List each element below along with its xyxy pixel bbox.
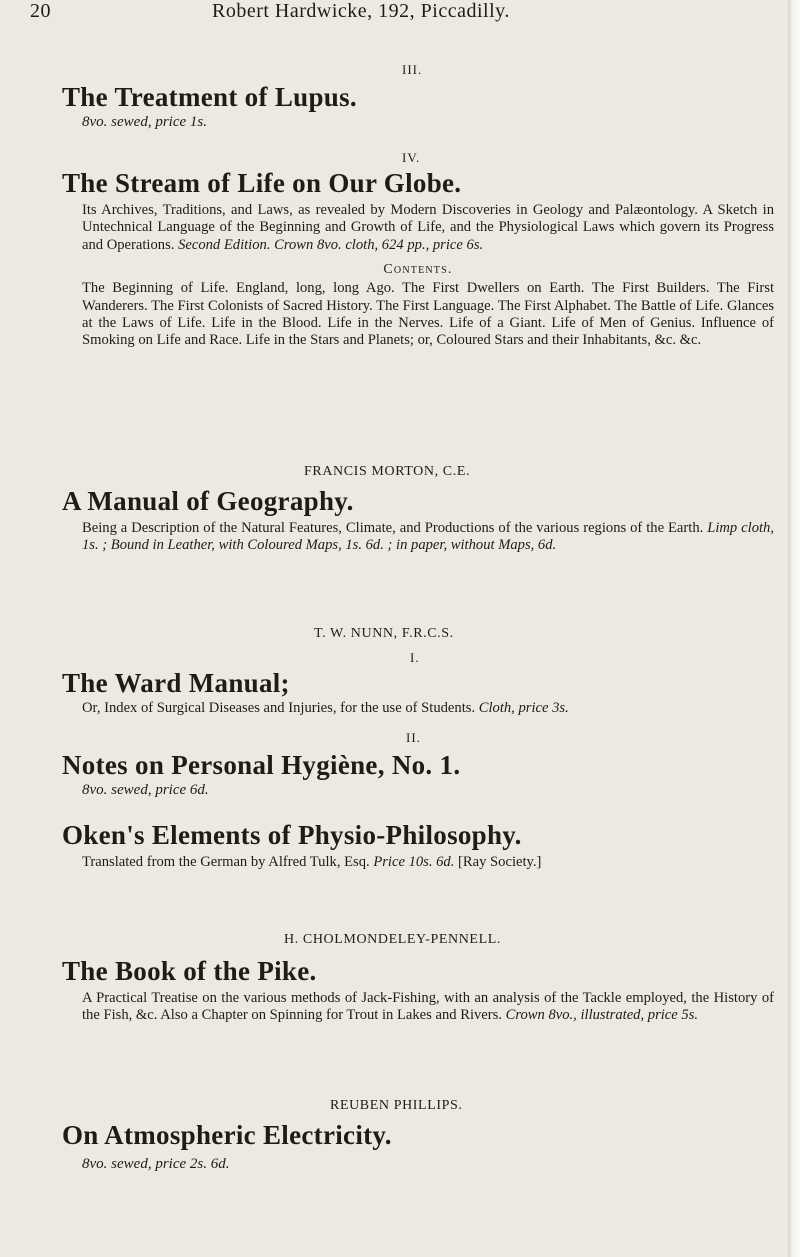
- book-entry-ward-manual: [62, 668, 774, 717]
- book-title: Notes on Personal Hygiène, No. 1.: [62, 750, 461, 780]
- author-heading: T. W. NUNN, F.R.C.S.: [314, 626, 454, 641]
- book-title: The Book of the Pike.: [62, 956, 317, 986]
- book-description: [82, 700, 774, 717]
- edition-price: Second Edition. Crown 8vo. cloth, 624 pp., price 6s.: [178, 236, 484, 253]
- contents-heading: Contents.: [383, 262, 453, 278]
- author-heading: REUBEN PHILLIPS.: [330, 1098, 463, 1113]
- book-price: Price 10s. 6d.: [373, 854, 455, 870]
- description-text: A Practical Treatise on the various methods of Jack-Fishing, with an analysis of the Tackle employed, the History of the Fish, &c. Also a Chapter on Spinning for Trout in Lakes and Rivers.: [82, 990, 774, 1024]
- book-entry-pike: [62, 956, 774, 1025]
- book-entry-stream-of-life: [62, 168, 774, 350]
- book-title: The Stream of Life on Our Globe.: [62, 168, 462, 198]
- contents-list: The Beginning of Life. England, long, long Ago. The First Dwellers on Earth. The First Builders. The First Wanderers. The First Colonists of Sacred History. The First Language. The First Alphabet. The Battle of Life. Glances at the Laws of Life. Life in the Blood. Life in the Nerves. Life of a Giant. Life of Men of Genius. Influence of Smoking on Life and Race. Life in the Stars and Planets; or, Coloured Stars and their Inhabitants, &c. &c.: [82, 280, 774, 349]
- book-description: [82, 520, 774, 555]
- book-title: The Treatment of Lupus.: [62, 82, 357, 112]
- publisher-line: Robert Hardwicke, 192, Piccadilly.: [212, 0, 510, 22]
- binding-price: Cloth, price 3s.: [478, 700, 569, 716]
- binding-price: Limp cloth, 1s. ; Bound in Leather, with Coloured Maps, 1s. 6d. ; in paper, without Maps, 6d.: [82, 520, 775, 554]
- entry-numeral: III.: [402, 62, 423, 77]
- book-entry-hygiene: [62, 750, 774, 800]
- page-edge: [788, 0, 800, 1257]
- book-description: [82, 202, 774, 254]
- entry-numeral: I.: [410, 650, 420, 665]
- book-title: Oken's Elements of Physio-Philosophy.: [62, 820, 522, 850]
- book-description: [82, 854, 774, 871]
- entry-numeral: IV.: [402, 150, 421, 165]
- page-number: 20: [30, 0, 51, 22]
- book-price: 8vo. sewed, price 1s.: [82, 114, 207, 130]
- book-entry-geography: [62, 486, 774, 555]
- description-text: Its Archives, Traditions, and Laws, as revealed by Modern Discoveries in Geology and Palæontology. A Sketch in Untechnical Language of the Beginning and Growth of Life, and the Physiological Laws which govern its Progress and Operations.: [82, 202, 774, 253]
- book-title: On Atmospheric Electricity.: [62, 1120, 392, 1150]
- binding-price: Crown 8vo., illustrated, price 5s.: [505, 1007, 699, 1024]
- series-note: [Ray Society.]: [454, 854, 542, 870]
- entry-numeral: II.: [406, 730, 421, 745]
- book-price: 8vo. sewed, price 6d.: [82, 782, 209, 798]
- book-entry-oken: [62, 820, 774, 871]
- description-text: Or, Index of Surgical Diseases and Injuries, for the use of Students.: [82, 700, 479, 716]
- author-heading: FRANCIS MORTON, C.E.: [304, 464, 471, 479]
- book-title: A Manual of Geography.: [62, 486, 354, 516]
- author-heading: H. CHOLMONDELEY-PENNELL.: [284, 932, 501, 947]
- book-entry-atmospheric-electricity: [62, 1120, 774, 1174]
- book-title: The Ward Manual;: [62, 668, 290, 698]
- description-text: Being a Description of the Natural Features, Climate, and Productions of the various regions of the Earth.: [82, 520, 708, 536]
- book-description: [82, 990, 774, 1025]
- book-entry-lupus: [62, 82, 774, 132]
- book-price: 8vo. sewed, price 2s. 6d.: [82, 1156, 230, 1172]
- description-text: Translated from the German by Alfred Tulk, Esq.: [82, 854, 374, 870]
